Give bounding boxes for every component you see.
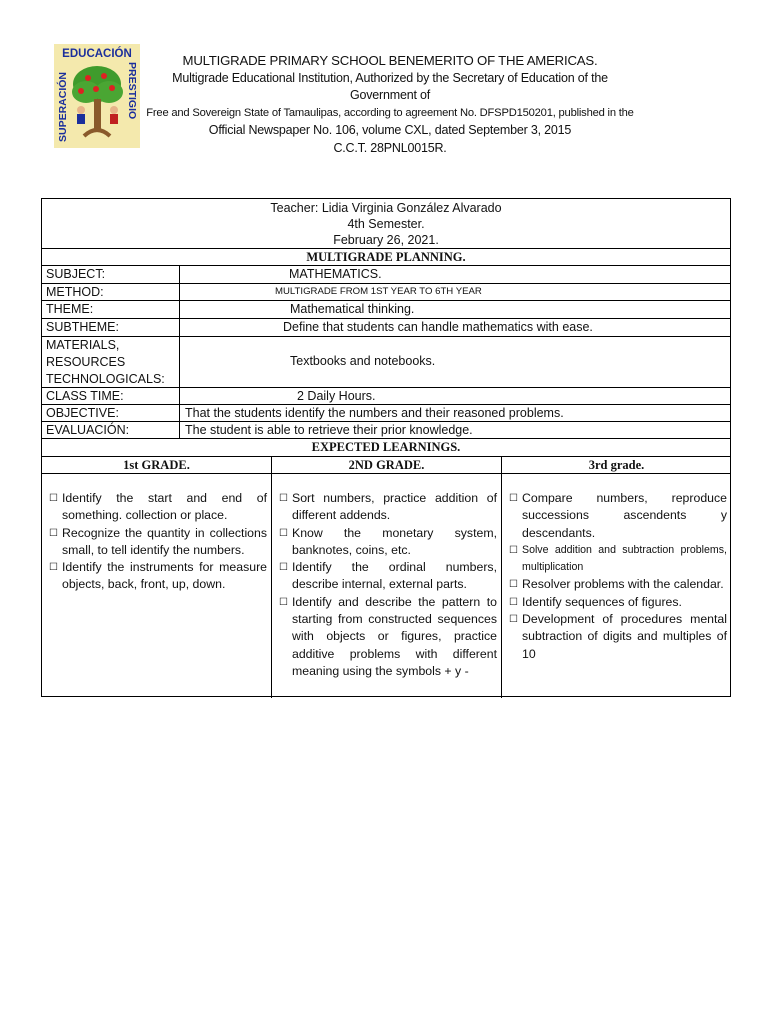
- learning-text: Identify the ordinal numbers, describe internal, external parts.: [292, 560, 497, 592]
- learning-text: Solve addition and subtraction problems, multiplication: [522, 543, 727, 574]
- row-label-line: RESOURCES: [46, 355, 126, 369]
- row-subject: [42, 266, 730, 284]
- learning-text: Identify and describe the pattern to starting from constructed sequences with objects or figures, practice additive problems with different meaning using the symbols + y -: [292, 594, 497, 678]
- row-method: [42, 284, 730, 301]
- school-emblem-tree-icon: [54, 44, 140, 148]
- teacher-name: Teacher: Lidia Virginia González Alvarado: [270, 201, 502, 215]
- checkbox-icon: ☐: [49, 527, 58, 539]
- expected-learnings: [42, 457, 730, 698]
- checkbox-icon: ☐: [279, 596, 288, 608]
- checkbox-icon: ☐: [509, 493, 518, 504]
- header-line-3: Free and Sovereign State of Tamaulipas, according to agreement No. DFSPD150201, published in the: [146, 106, 634, 119]
- checkbox-icon: ☐: [509, 544, 518, 556]
- grade-column-1: [42, 457, 272, 698]
- header-line-4: Official Newspaper No. 106, volume CXL, dated September 3, 2015: [208, 123, 572, 137]
- header-line-5: C.C.T. 28PNL0015R.: [333, 140, 447, 155]
- list-item: [49, 490, 267, 525]
- learning-text: Identify the start and end of something. collection or place.: [62, 491, 267, 523]
- grade-heading: 2ND GRADE.: [272, 457, 501, 474]
- row-evaluation: [42, 422, 730, 439]
- row-theme: [42, 301, 730, 319]
- grade-column-2: [272, 457, 502, 698]
- logo-text-top: EDUCACIÓN: [62, 48, 132, 60]
- list-item: [509, 611, 727, 663]
- row-label: OBJECTIVE:: [42, 405, 180, 421]
- learning-text: Know the monetary system, banknotes, coins, etc.: [292, 525, 497, 557]
- list-item: [509, 576, 727, 593]
- list-item: [279, 525, 497, 560]
- row-label-line: MATERIALS,: [46, 338, 120, 352]
- list-item: [509, 542, 727, 577]
- row-value: 2 Daily Hours.: [297, 389, 376, 403]
- checkbox-icon: ☐: [509, 596, 518, 608]
- checkbox-icon: ☐: [509, 579, 518, 591]
- school-header: [140, 52, 640, 157]
- learning-text: Recognize the quantity in collections small, to tell identify the numbers.: [62, 525, 267, 557]
- logo-text-right: PRESTIGIO: [126, 62, 138, 120]
- row-value: Textbooks and notebooks.: [290, 354, 436, 368]
- row-subtheme: [42, 319, 730, 337]
- checkbox-icon: ☐: [279, 562, 288, 574]
- row-label: CLASS TIME:: [42, 388, 180, 404]
- checkbox-icon: ☐: [49, 493, 58, 504]
- checkbox-icon: ☐: [509, 614, 518, 626]
- row-label: THEME:: [42, 301, 180, 318]
- list-item: [49, 559, 267, 594]
- learning-list: [502, 474, 731, 663]
- school-logo: [54, 44, 140, 148]
- row-label-line: TECHNOLOGICALS:: [46, 372, 165, 386]
- header-line-2: Multigrade Educational Institution, Authorized by the Secretary of Education of the Government of: [172, 70, 608, 102]
- grade-column-3: [502, 457, 731, 698]
- planning-title: MULTIGRADE PLANNING.: [42, 249, 730, 266]
- logo-text-left: SUPERACIÓN: [57, 71, 69, 142]
- row-materials: [42, 337, 730, 388]
- grade-heading: 1st GRADE.: [42, 457, 271, 474]
- learning-list: [272, 474, 501, 680]
- row-value: That the students identify the numbers and their reasoned problems.: [185, 406, 564, 420]
- row-label: [42, 337, 180, 387]
- row-label: SUBJECT:: [42, 266, 180, 283]
- grade-heading: 3rd grade.: [502, 457, 731, 474]
- row-class-time: [42, 388, 730, 405]
- learning-text: Development of procedures mental subtraction of digits and multiples of 10: [522, 612, 727, 661]
- row-objective: [42, 405, 730, 422]
- semester: 4th Semester.: [347, 217, 425, 231]
- row-label: EVALUACIÓN:: [42, 422, 180, 438]
- row-value: Define that students can handle mathematics with ease.: [283, 320, 593, 334]
- learning-text: Identify the instruments for measure objects, back, front, up, down.: [62, 560, 267, 592]
- list-item: [509, 594, 727, 611]
- teacher-info: [42, 199, 730, 249]
- list-item: [279, 490, 497, 525]
- list-item: [509, 490, 727, 542]
- learning-text: Identify sequences of figures.: [522, 594, 682, 609]
- row-value: The student is able to retrieve their prior knowledge.: [185, 423, 473, 437]
- row-label: SUBTHEME:: [42, 319, 180, 336]
- row-label: METHOD:: [42, 284, 180, 300]
- checkbox-icon: ☐: [279, 493, 288, 504]
- checkbox-icon: ☐: [49, 562, 58, 574]
- row-value: MULTIGRADE FROM 1ST YEAR TO 6TH YEAR: [275, 286, 482, 297]
- row-value: MATHEMATICS.: [289, 267, 382, 281]
- learning-text: Resolver problems with the calendar.: [522, 577, 724, 592]
- checkbox-icon: ☐: [279, 527, 288, 539]
- list-item: [279, 594, 497, 680]
- school-name: MULTIGRADE PRIMARY SCHOOL BENEMERITO OF THE AMERICAS.: [182, 53, 598, 68]
- row-value: Mathematical thinking.: [290, 302, 415, 316]
- plan-date: February 26, 2021.: [333, 233, 439, 247]
- list-item: [49, 525, 267, 560]
- learning-text: Sort numbers, practice addition of different addends.: [292, 491, 497, 523]
- list-item: [279, 559, 497, 594]
- learning-list: [42, 474, 271, 594]
- planning-table: [41, 198, 731, 697]
- learning-text: Compare numbers, reproduce successions ascendents y descendants.: [522, 491, 727, 540]
- expected-learnings-title: EXPECTED LEARNINGS.: [42, 439, 730, 457]
